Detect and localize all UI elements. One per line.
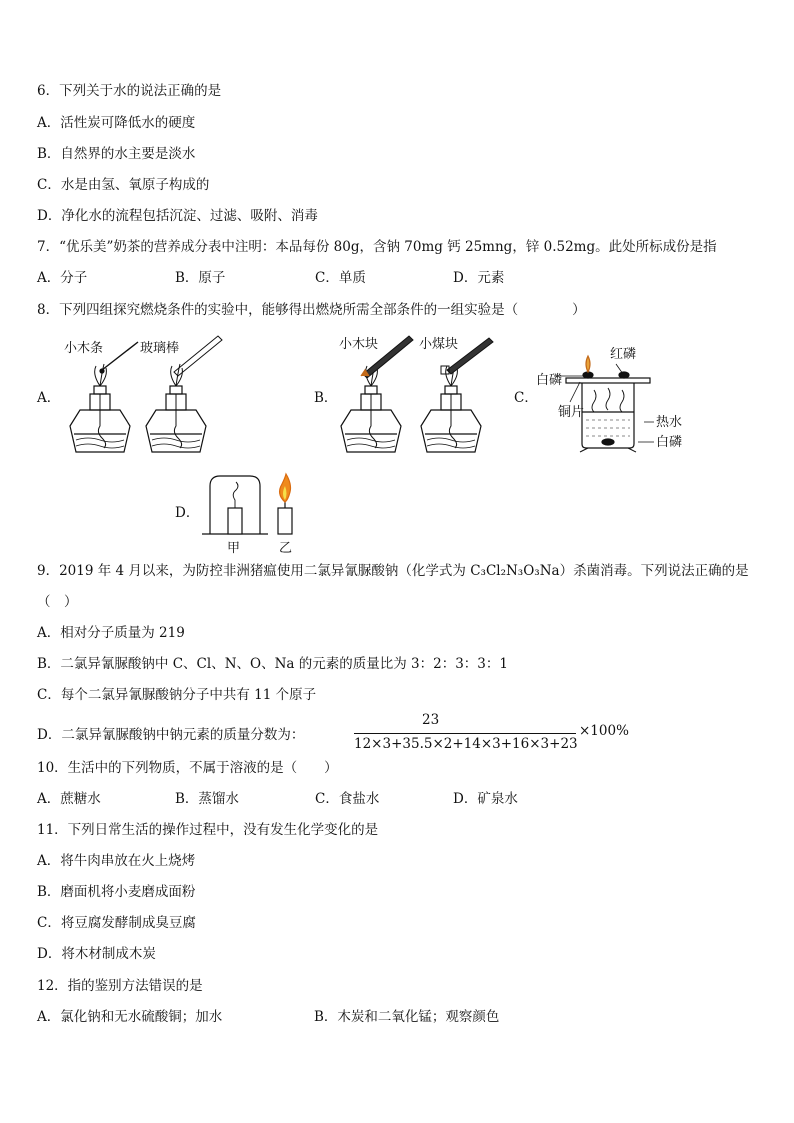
q6-option-d: D．净化水的流程包括沉淀、过滤、吸附、消毒 (37, 208, 318, 224)
q6-option-b: B．自然界的水主要是淡水 (37, 146, 196, 162)
figure-b-label-coal-block: 小煤块 (419, 337, 459, 352)
q8-option-d-label: D． (175, 505, 200, 521)
q6-option-c: C．水是由氢、氧原子构成的 (37, 177, 210, 193)
q9-option-c: C．每个二氯异氰脲酸钠分子中共有 11 个原子 (37, 687, 317, 703)
q6-stem: 6．下列关于水的说法正确的是 (37, 83, 222, 99)
q9-option-d-fraction-bar (354, 733, 576, 734)
q9-stem: 9．2019 年 4 月以来，为防控非洲猪瘟使用二氯异氰脲酸钠（化学式为 C₃Cl₂N₃O₃Na）杀菌消毒。下列说法正确的是 (37, 563, 749, 579)
figure-a-alcohol-lamps (58, 330, 233, 465)
q9-option-b: B．二氯异氰脲酸钠中 C、Cl、N、O、Na 的元素的质量比为 3：2：3：3：1 (37, 656, 508, 672)
q11-option-a: A．将牛肉串放在火上烧烤 (37, 853, 196, 869)
figure-b-alcohol-lamps (335, 330, 500, 465)
q7-options (37, 268, 504, 288)
q10-option-d: D．矿泉水 (453, 791, 518, 807)
q12-option-b: B．木炭和二氧化锰；观察颜色 (314, 1009, 500, 1025)
q7-option-d: D．元素 (453, 270, 505, 286)
figure-d-label-yi: 乙 (279, 541, 293, 556)
q10-option-c: C．食盐水 (315, 791, 380, 807)
figure-c-label-red-phosphorus: 红磷 (610, 347, 637, 362)
figure-b-label-wood-block: 小木块 (339, 337, 379, 352)
q8-option-c-label: C． (514, 390, 538, 406)
q8-stem: 8．下列四组探究燃烧条件的实验中，能够得出燃烧所需全部条件的一组实验是（ ） (37, 302, 586, 318)
q8-option-b-label: B． (314, 390, 338, 406)
figure-c-label-white-phosphorus: 白磷 (536, 373, 563, 388)
q9-option-a: A．相对分子质量为 219 (37, 625, 185, 641)
q7-option-c: C．单质 (315, 270, 366, 286)
figure-c-label-white-phosphorus-2: 白磷 (656, 435, 683, 450)
q9-stem-bracket: （ ） (37, 594, 78, 610)
q12-stem: 12．指的鉴别方法错误的是 (37, 978, 203, 994)
figure-c-phosphorus-beaker (536, 340, 686, 460)
q11-stem: 11．下列日常生活的操作过程中，没有发生化学变化的是 (37, 822, 379, 838)
q9-option-d-suffix: ×100% (579, 723, 629, 739)
q11-option-b: B．磨面机将小麦磨成面粉 (37, 884, 196, 900)
q9-option-d-numerator: 23 (422, 712, 440, 728)
q12-option-a: A．氯化钠和无水硫酸铜；加水 (37, 1009, 223, 1025)
q9-option-d-prefix: D．二氯异氰脲酸钠中钠元素的质量分数为： (37, 727, 305, 743)
figure-c-label-hot-water: 热水 (656, 415, 683, 430)
q10-option-a: A．蔗糖水 (37, 791, 101, 807)
q10-options (37, 789, 518, 809)
q10-option-b: B．蒸馏水 (175, 791, 239, 807)
q7-option-b: B．原子 (175, 270, 226, 286)
q11-option-c: C．将豆腐发酵制成臭豆腐 (37, 915, 196, 931)
q9-option-d-denominator: 12×3+35.5×2+14×3+16×3+23 (354, 736, 578, 752)
q7-option-a: A．分子 (37, 270, 88, 286)
figure-d-candles (196, 470, 306, 556)
q10-stem: 10．生活中的下列物质，不属于溶液的是（ ） (37, 760, 338, 776)
figure-a-label-wood-stick: 小木条 (64, 341, 104, 356)
figure-d-label-jia: 甲 (227, 541, 241, 556)
q6-option-a: A．活性炭可降低水的硬度 (37, 115, 196, 131)
figure-a-label-glass-rod: 玻璃棒 (140, 341, 180, 356)
q12-options (37, 1007, 499, 1027)
q8-option-a-label: A． (37, 390, 61, 406)
q11-option-d: D．将木材制成木炭 (37, 946, 156, 962)
figure-c-label-copper-plate: 铜片 (558, 405, 585, 420)
q7-stem: 7．“优乐美”奶茶的营养成分表中注明：本品每份 80g，含钠 70mg 钙 25mng，锌 0.52mg。此处所标成份是指 (37, 239, 717, 255)
